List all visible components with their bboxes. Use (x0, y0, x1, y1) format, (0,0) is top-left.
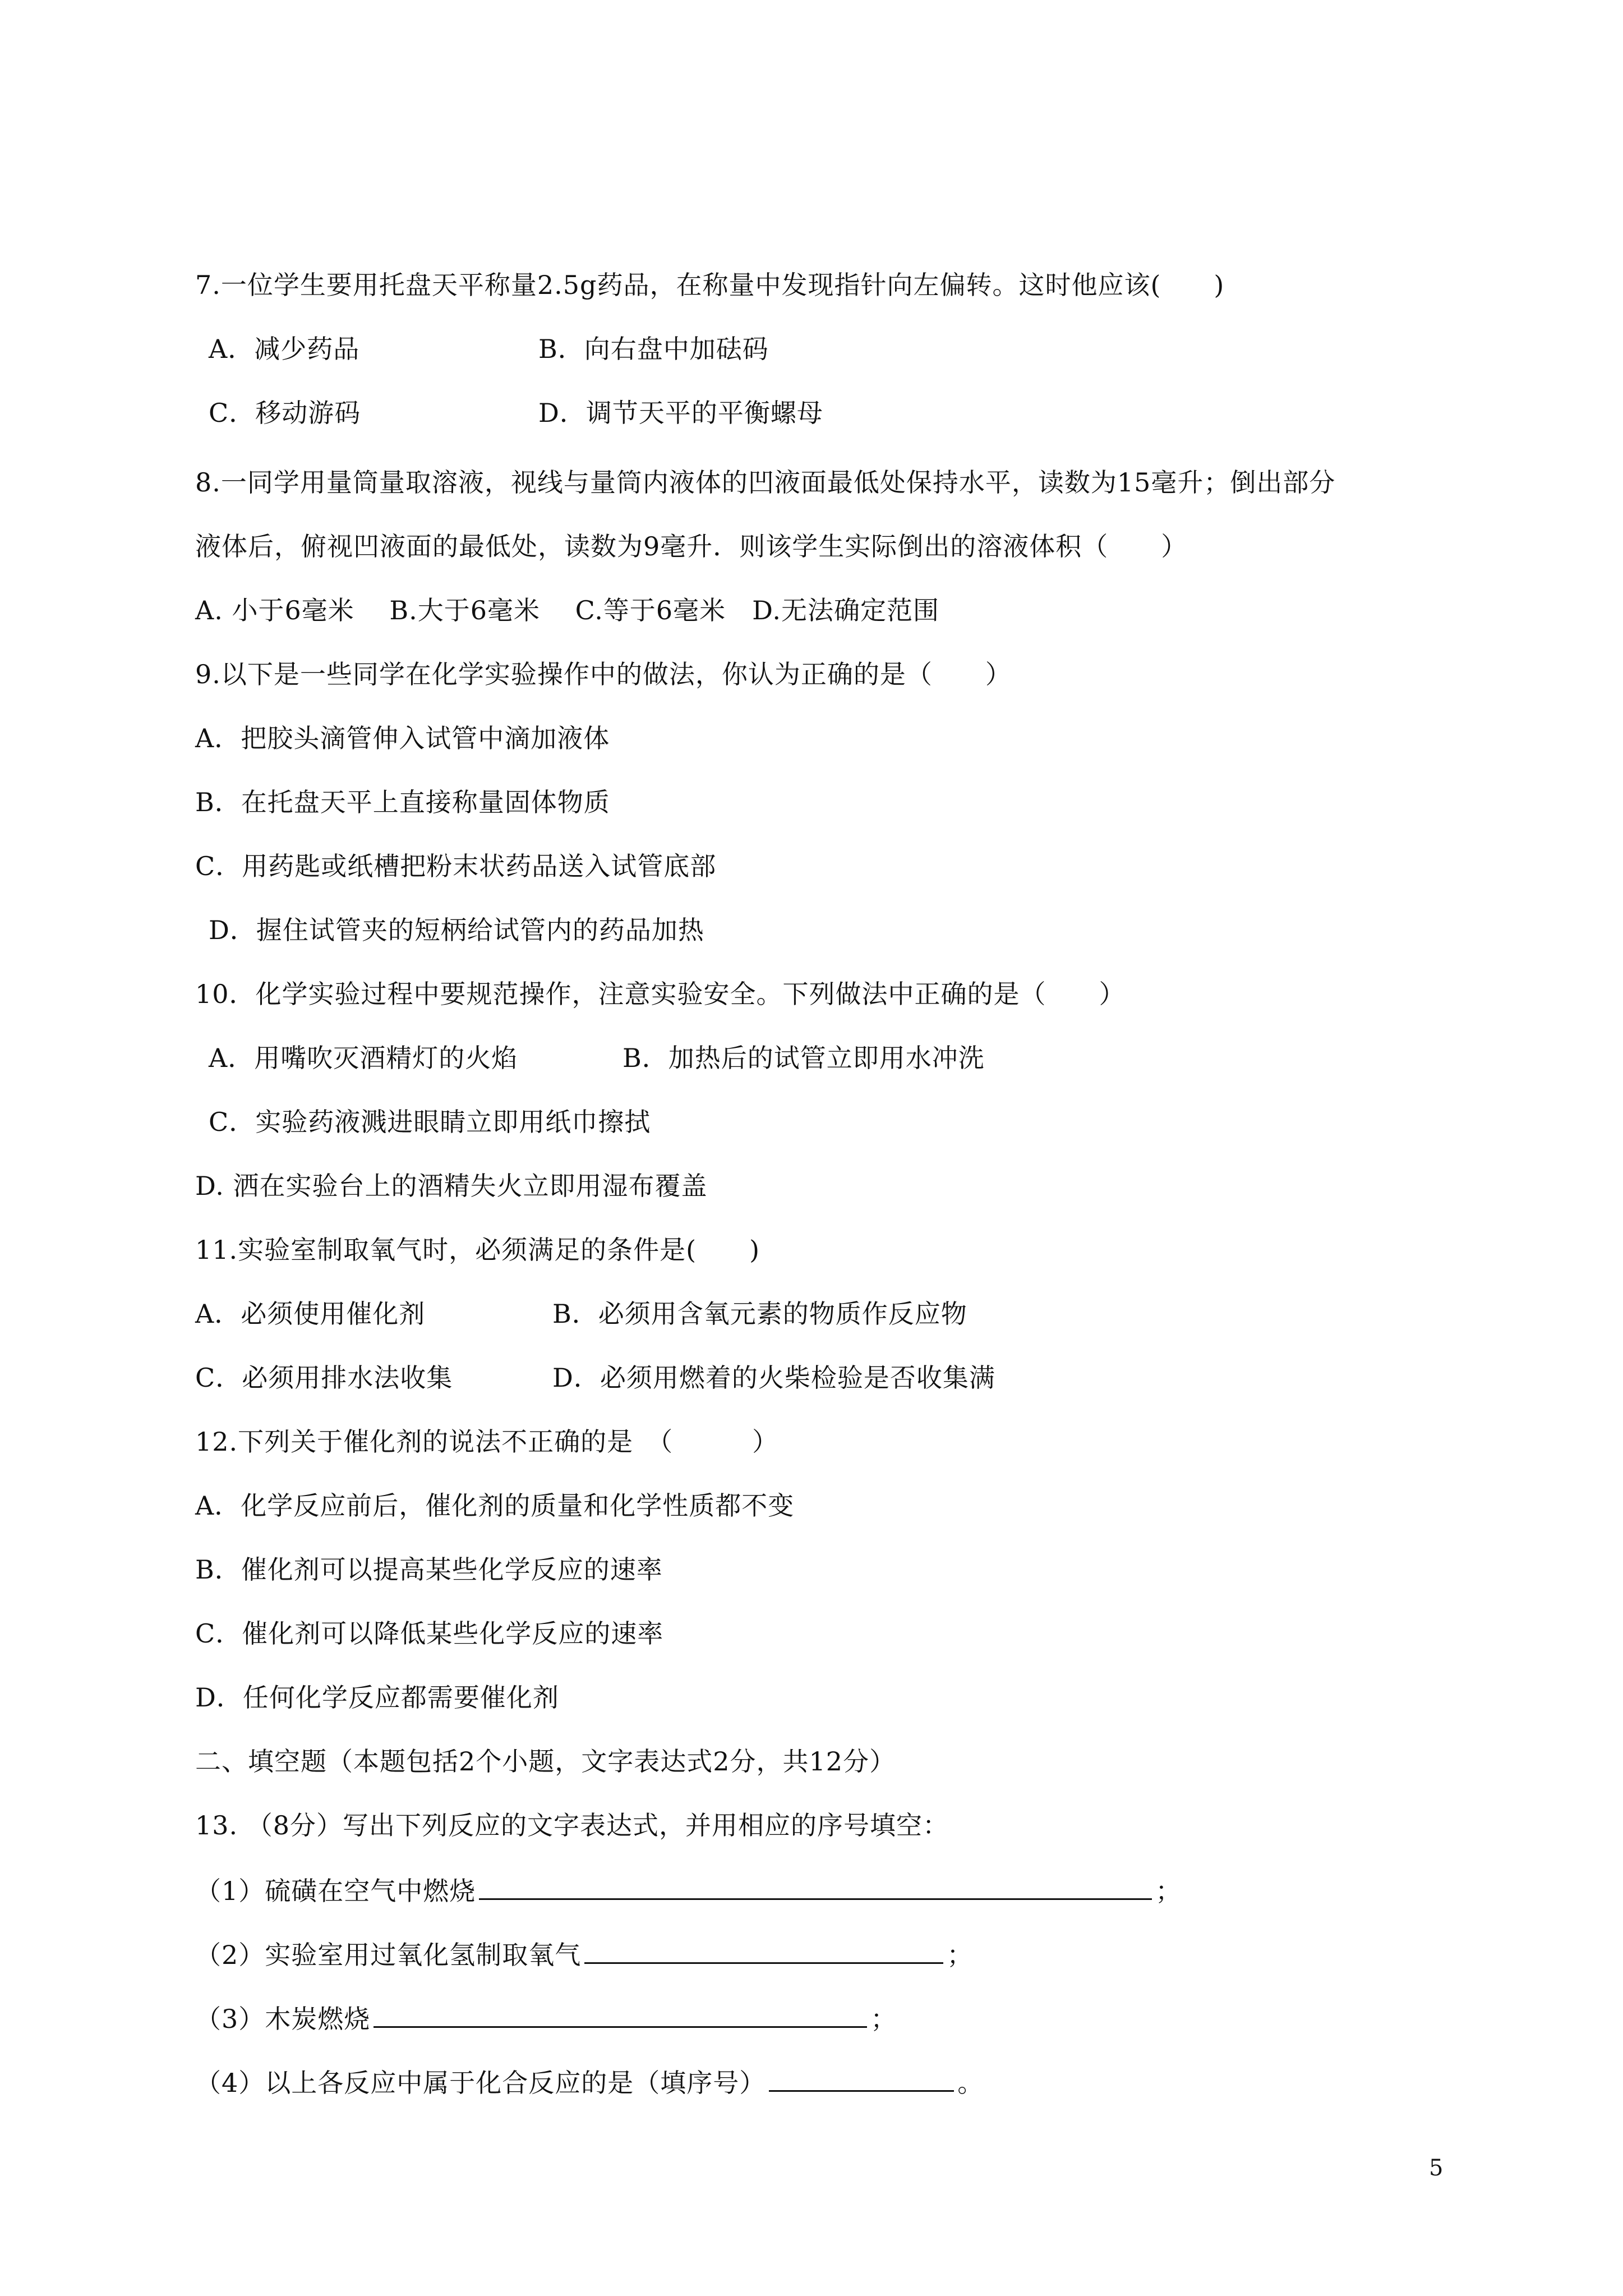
answer-blank-3[interactable] (374, 2000, 867, 2028)
question-12-option-a: A．化学反应前后，催化剂的质量和化学性质都不变 (195, 1490, 795, 1521)
question-10-option-d: D. 洒在实验台上的酒精失火立即用湿布覆盖 (195, 1171, 708, 1201)
answer-blank-2[interactable] (584, 1936, 943, 1964)
question-9-option-a: A．把胶头滴管伸入试管中滴加液体 (195, 723, 610, 753)
question-12-stem: 12.下列关于催化剂的说法不正确的是 （ ） (195, 1427, 779, 1457)
question-10-option-a: A．用嘴吹灭酒精灯的火焰 (209, 1043, 518, 1073)
question-13-item-3 (195, 2000, 897, 2034)
question-11-option-b: B．必须用含氧元素的物质作反应物 (552, 1299, 967, 1329)
question-7-option-a: A．减少药品 (209, 334, 360, 364)
question-7-option-c: C．移动游码 (209, 398, 361, 428)
question-11-stem: 11.实验室制取氧气时，必须满足的条件是( ) (195, 1235, 760, 1265)
question-12-option-b: B．催化剂可以提高某些化学反应的速率 (195, 1554, 663, 1585)
question-9-stem: 9.以下是一些同学在化学实验操作中的做法，你认为正确的是（ ） (195, 659, 1012, 689)
question-9-option-d: D．握住试管夹的短柄给试管内的药品加热 (209, 915, 704, 945)
question-9-option-c: C．用药匙或纸槽把粉末状药品送入试管底部 (195, 851, 717, 881)
section-2-title: 二、填空题（本题包括2个小题，文字表达式2分，共12分） (195, 1746, 896, 1777)
question-13-item-3-label: （3）木炭燃烧 (195, 2004, 371, 2034)
question-13-item-1-label: （1）硫磺在空气中燃烧 (195, 1876, 476, 1906)
question-13-item-2-label: （2）实验室用过氧化氢制取氧气 (195, 1940, 582, 1970)
question-10-stem: 10．化学实验过程中要规范操作，注意实验安全。下列做法中正确的是（ ） (195, 979, 1126, 1009)
question-13-stem: 13. （8分）写出下列反应的文字表达式，并用相应的序号填空： (195, 1810, 949, 1841)
question-13-item-4 (195, 2064, 984, 2098)
question-12-option-c: C．催化剂可以降低某些化学反应的速率 (195, 1618, 664, 1649)
question-10-option-b: B．加热后的试管立即用水冲洗 (623, 1043, 985, 1073)
question-13-item-1-end: ； (1155, 1876, 1182, 1906)
question-9-option-b: B．在托盘天平上直接称量固体物质 (195, 787, 610, 817)
question-8-options: A. 小于6毫米 B.大于6毫米 C.等于6毫米 D.无法确定范围 (195, 595, 939, 625)
question-10-option-c: C．实验药液溅进眼睛立即用纸巾擦拭 (209, 1107, 651, 1137)
question-8-stem-line1: 8.一同学用量筒量取溶液，视线与量筒内液体的凹液面最低处保持水平，读数为15毫升；倒出部分 (195, 467, 1336, 498)
question-11-option-c: C．必须用排水法收集 (195, 1363, 453, 1393)
question-7-stem: 7.一位学生要用托盘天平称量2.5g药品，在称量中发现指针向左偏转。这时他应该( ) (195, 270, 1225, 300)
answer-blank-4[interactable] (769, 2064, 954, 2092)
page-number: 5 (1429, 2155, 1444, 2181)
question-12-option-d: D．任何化学反应都需要催化剂 (195, 1682, 559, 1713)
question-8-stem-line2: 液体后，俯视凹液面的最低处，读数为9毫升．则该学生实际倒出的溶液体积（ ） (195, 531, 1188, 562)
question-11-option-a: A．必须使用催化剂 (195, 1299, 426, 1329)
answer-blank-1[interactable] (479, 1872, 1152, 1900)
question-13-item-4-label: （4）以上各反应中属于化合反应的是（填序号） (195, 2068, 766, 2098)
question-13-item-3-end: ； (870, 2004, 897, 2034)
question-7-option-d: D．调节天平的平衡螺母 (538, 398, 823, 428)
question-13-item-2-end: ； (947, 1940, 974, 1970)
question-11-option-d: D．必须用燃着的火柴检验是否收集满 (552, 1363, 995, 1393)
question-13-item-2 (195, 1936, 973, 1970)
question-7-option-b: B．向右盘中加砝码 (538, 334, 769, 364)
question-13-item-1 (195, 1872, 1182, 1906)
question-13-item-4-end: 。 (957, 2068, 984, 2098)
